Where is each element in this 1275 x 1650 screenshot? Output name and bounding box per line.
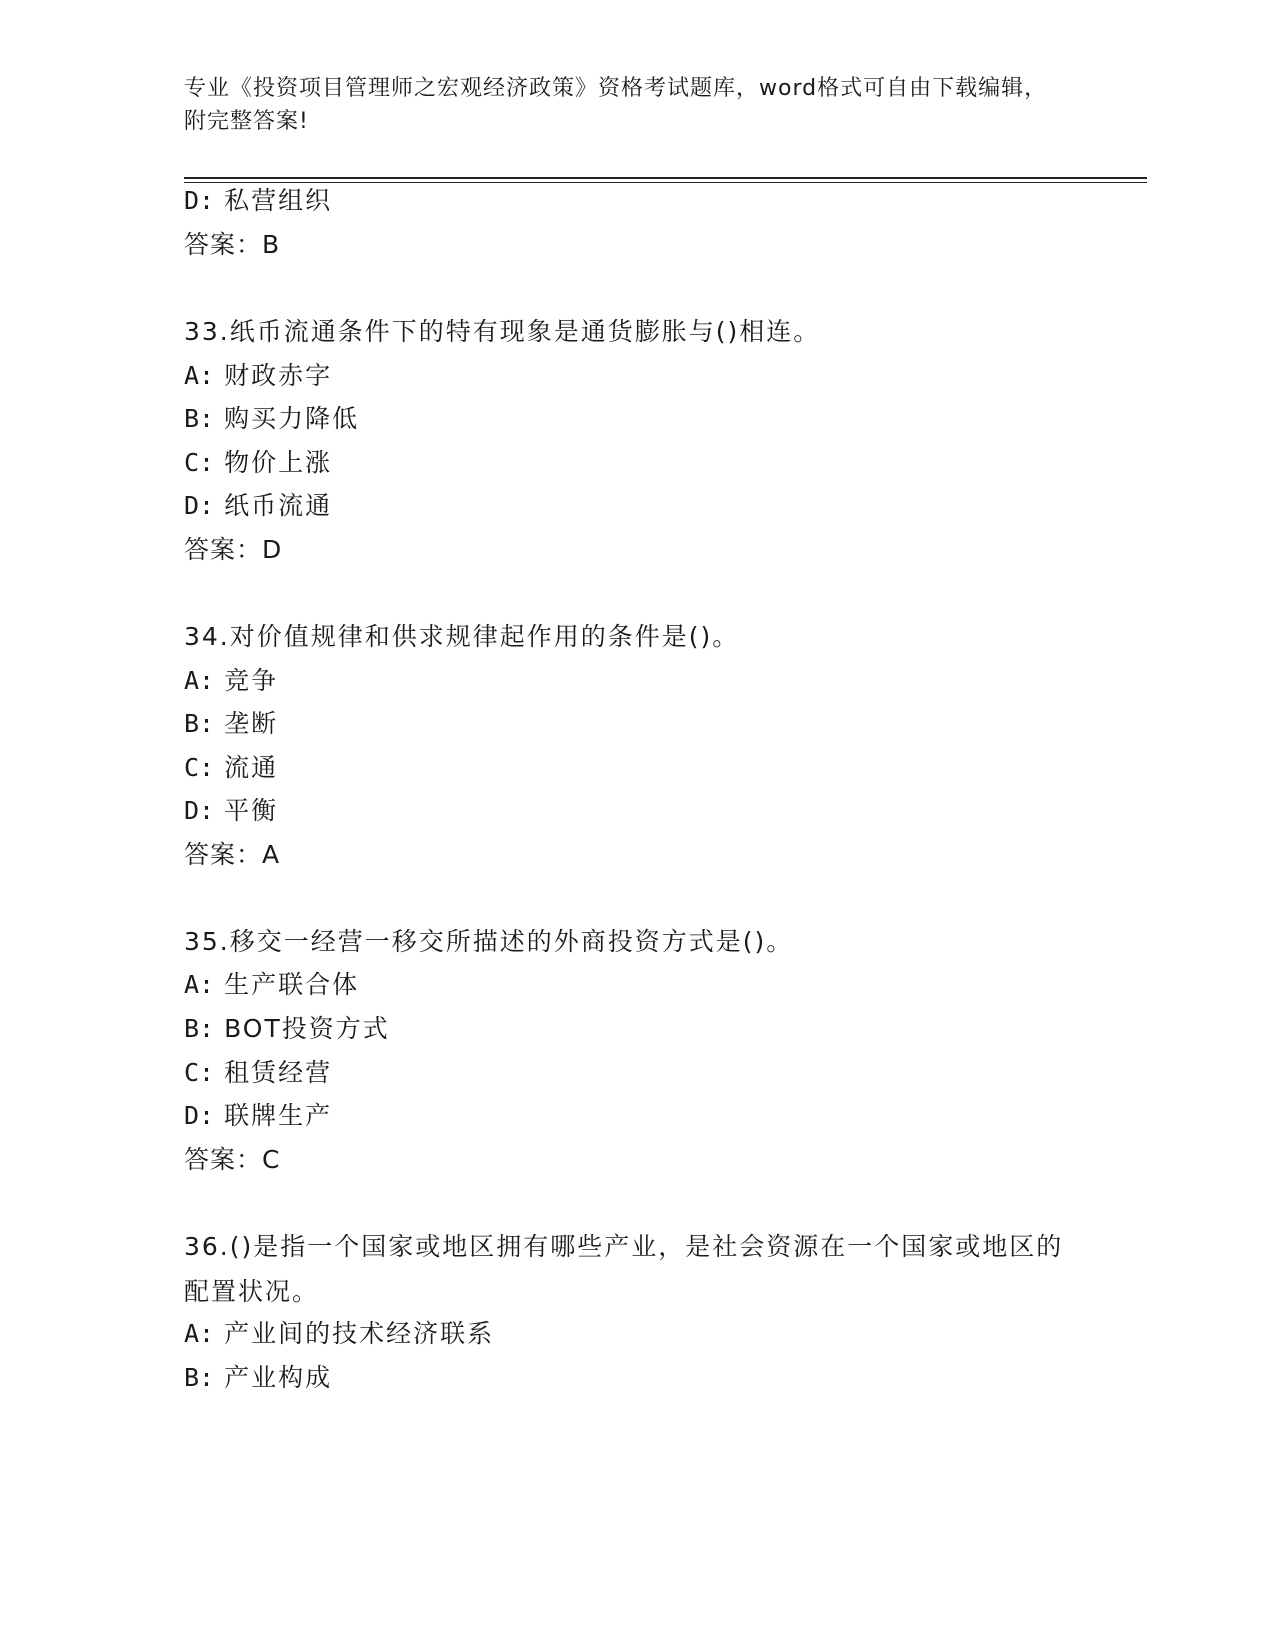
question-35-option-a bbox=[184, 969, 359, 1001]
option-text: 平衡 bbox=[224, 796, 279, 825]
option-letter: C: bbox=[184, 448, 215, 477]
option-text: 私营组织 bbox=[224, 186, 333, 215]
document-header: 专业《投资项目管理师之宏观经济政策》资格考试题库，word格式可自由下载编辑，附完整答案! bbox=[184, 76, 1048, 134]
option-letter: A: bbox=[184, 1319, 215, 1348]
option-text: 购买力降低 bbox=[224, 404, 360, 433]
question-34-stem: 34.对价值规律和供求规律起作用的条件是()。 bbox=[184, 622, 740, 651]
option-letter: D: bbox=[184, 491, 215, 520]
option-text: 生产联合体 bbox=[224, 970, 360, 999]
question-36-option-b bbox=[184, 1362, 332, 1394]
option-letter: A: bbox=[184, 666, 215, 695]
question-35-stem: 35.移交一经营一移交所描述的外商投资方式是()。 bbox=[184, 927, 794, 956]
question-34-option-c bbox=[184, 752, 278, 784]
option-text: 财政赤字 bbox=[224, 361, 333, 390]
prev-answer: 答案：B bbox=[184, 230, 281, 259]
question-33-option-d bbox=[184, 490, 332, 522]
question-35-option-c bbox=[184, 1057, 332, 1089]
option-letter: B: bbox=[184, 1014, 215, 1043]
option-letter: D: bbox=[184, 186, 215, 215]
option-text: 竞争 bbox=[224, 666, 279, 695]
question-34-option-a bbox=[184, 665, 278, 697]
option-letter: D: bbox=[184, 796, 215, 825]
question-34-answer: 答案：A bbox=[184, 840, 281, 869]
question-35-answer: 答案：C bbox=[184, 1145, 281, 1174]
question-35-option-b bbox=[184, 1013, 390, 1045]
question-33-stem: 33.纸币流通条件下的特有现象是通货膨胀与()相连。 bbox=[184, 317, 821, 346]
question-33-answer: 答案：D bbox=[184, 535, 283, 564]
option-letter: B: bbox=[184, 1363, 215, 1392]
option-letter: A: bbox=[184, 970, 215, 999]
question-34-option-d bbox=[184, 795, 278, 827]
option-text: 联牌生产 bbox=[224, 1101, 333, 1130]
option-letter: A: bbox=[184, 361, 215, 390]
option-text: 物价上涨 bbox=[224, 448, 333, 477]
question-33-option-b bbox=[184, 403, 359, 435]
option-letter: B: bbox=[184, 404, 215, 433]
option-text: 租赁经营 bbox=[224, 1058, 333, 1087]
option-letter: D: bbox=[184, 1101, 215, 1130]
question-36-stem: 36.()是指一个国家或地区拥有哪些产业，是社会资源在一个国家或地区的配置状况。 bbox=[184, 1232, 1064, 1306]
option-text: 纸币流通 bbox=[224, 491, 333, 520]
option-text: BOT投资方式 bbox=[224, 1014, 390, 1043]
prev-option-d bbox=[184, 185, 332, 217]
option-letter: C: bbox=[184, 753, 215, 782]
header-divider-thick bbox=[184, 177, 1147, 179]
option-text: 流通 bbox=[224, 753, 279, 782]
option-text: 产业构成 bbox=[224, 1363, 333, 1392]
question-36-option-a bbox=[184, 1318, 494, 1350]
option-text: 垄断 bbox=[224, 709, 279, 738]
option-letter: B: bbox=[184, 709, 215, 738]
question-34-option-b bbox=[184, 708, 278, 740]
header-divider-thin bbox=[184, 182, 1147, 183]
question-33-option-c bbox=[184, 447, 332, 479]
question-35-option-d bbox=[184, 1100, 332, 1132]
question-33-option-a bbox=[184, 360, 332, 392]
option-text: 产业间的技术经济联系 bbox=[224, 1319, 495, 1348]
option-letter: C: bbox=[184, 1058, 215, 1087]
